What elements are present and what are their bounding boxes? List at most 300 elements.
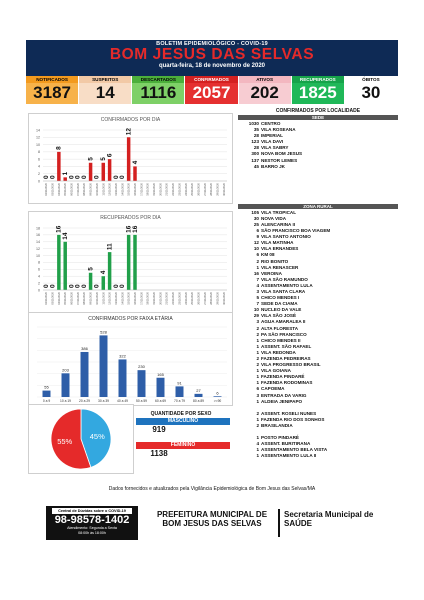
x-tick-label: 18/11/2020 — [146, 183, 150, 196]
bar — [127, 235, 130, 290]
rural-list — [238, 210, 398, 460]
y-tick-label: 6 — [38, 157, 40, 162]
x-tick-label: 07/11/2020 — [76, 183, 80, 196]
locality-name: VILA PROGRESSO BRASIL — [261, 362, 321, 368]
locality-name: BRASILANDIA — [261, 422, 293, 428]
confirmados-dia-title: CONFIRMADOS POR DIA — [100, 117, 161, 123]
locality-name: ASSENTAMENTO BELA VISTA — [261, 447, 328, 453]
locality-name: ALTA FLORESTA — [261, 325, 299, 331]
x-tick-label: 06/11/2020 — [70, 183, 74, 196]
data-label: 0 — [119, 175, 127, 179]
locality-name: VILA RENASCER — [261, 264, 299, 270]
locality-name: CAPOEMA — [261, 386, 285, 392]
stat-suspeitos — [79, 76, 131, 104]
locality-name: VILA REDONDA — [261, 349, 296, 355]
locality-count: 45 — [253, 163, 259, 169]
locality-count: 4 — [256, 441, 259, 447]
locality-count: 123 — [251, 139, 259, 145]
locality-count: 1030 — [248, 121, 259, 126]
bulletin-header — [26, 40, 398, 76]
locality-count: 25 — [253, 221, 259, 227]
x-tick-label: 09/11/2020 — [89, 183, 93, 196]
locality-count: 1 — [256, 398, 259, 404]
bar — [214, 396, 222, 397]
x-tick-label: 04/11/2020 — [57, 183, 61, 196]
stat-descartados — [132, 76, 184, 104]
data-label: 0 — [81, 175, 89, 179]
x-tick-label: 22/11/2020 — [172, 183, 176, 196]
locality-name: VILA SANTA CLARA — [261, 288, 306, 294]
x-tick-label: 16/11/2020 — [134, 292, 137, 305]
locality-count: 105 — [251, 209, 259, 215]
x-tick-label: 18/11/2020 — [146, 292, 150, 305]
locality-count: 1 — [256, 380, 259, 386]
y-tick-label: 10 — [36, 253, 40, 258]
prefeitura-line-2: BOM JESUS DAS SELVAS — [162, 519, 262, 528]
x-tick-label: 02/11/2020 — [45, 292, 49, 305]
data-label: 14 — [62, 232, 70, 240]
y-tick-label: 16 — [36, 233, 40, 238]
locality-count: 1 — [256, 343, 259, 349]
sexo-title: QUANTIDADE POR SEXO — [150, 411, 212, 417]
locality-name: ALDEIA JENIPAPO — [261, 398, 303, 404]
stat-value: 14 — [95, 83, 115, 102]
x-tick-label: >=90 — [213, 399, 222, 403]
locality-count: 9 — [256, 234, 259, 240]
locality-count: 1 — [256, 435, 259, 441]
bar — [157, 378, 165, 397]
data-label: 5 — [100, 157, 108, 161]
bar — [43, 391, 51, 397]
confirmados-dia-panel — [28, 113, 233, 204]
y-tick-label: 4 — [38, 164, 40, 169]
x-tick-label: 04/11/2020 — [57, 292, 61, 305]
x-tick-label: 15/11/2020 — [127, 183, 131, 196]
locality-name: BARRO JK — [261, 163, 285, 169]
locality-name: ASSENTAMENTO LULA — [261, 282, 313, 288]
localidade-panel — [238, 108, 398, 459]
locality-name: VILA SÃO RAMUNDO — [261, 276, 308, 282]
x-tick-label: 27/11/2020 — [203, 183, 207, 196]
stat-value: 30 — [361, 83, 381, 102]
sexo-pie-panel — [28, 404, 134, 474]
locality-name: AGUA AMARALEA II — [261, 319, 306, 325]
x-tick-label: 26/11/2020 — [197, 183, 201, 196]
locality-count: 1 — [256, 368, 259, 374]
x-tick-label: 23/11/2020 — [178, 292, 182, 305]
data-label: 0 — [42, 175, 50, 179]
locality-count: 137 — [251, 157, 259, 163]
data-label: 0 — [68, 284, 76, 288]
locality-count: 30 — [253, 215, 259, 221]
data-label: 27 — [196, 387, 201, 393]
locality-count: 1 — [256, 264, 259, 270]
locality-count: 29 — [253, 313, 259, 319]
x-tick-label: 14/11/2020 — [121, 183, 125, 196]
x-tick-label: 25/11/2020 — [191, 292, 195, 305]
locality-name: VEROINA — [261, 270, 282, 276]
central-phone: 98-98578-1402 — [54, 514, 130, 526]
data-label: 4 — [131, 160, 139, 165]
feminino-value: 1138 — [150, 449, 168, 458]
locality-name: SÃO FRANCISCO BOA VIAGEM — [261, 228, 331, 234]
stat-label: DESCARTADOS — [132, 76, 184, 83]
locality-count: 2 — [256, 258, 259, 264]
locality-count: 1 — [256, 416, 259, 422]
data-label: 0 — [49, 284, 57, 288]
stat-notificados — [26, 76, 78, 104]
x-tick-label: 16/11/2020 — [134, 183, 137, 196]
x-tick-label: 20/11/2020 — [159, 292, 163, 305]
locality-name: FAZENDA RODOMINAS — [261, 380, 313, 386]
locality-count: 1 — [256, 337, 259, 343]
locality-count: 6 — [256, 228, 259, 234]
sede-list — [238, 121, 398, 170]
locality-name: VILA ERNANDES — [261, 246, 299, 252]
faixa-etaria-chart — [29, 313, 232, 405]
locality-name: FAZENDA PINDARÉ — [261, 374, 305, 380]
bulletin-date: quarta-feira, 18 de novembro de 2020 — [158, 63, 266, 69]
bar — [195, 394, 203, 397]
x-tick-label: 05/11/2020 — [64, 183, 68, 196]
y-tick-label: 2 — [38, 172, 40, 177]
stat-óbitos — [345, 76, 397, 104]
stat-value: 1825 — [298, 83, 337, 102]
faixa-etaria-panel — [28, 312, 233, 406]
prefeitura-name — [150, 510, 274, 528]
bar — [102, 276, 105, 290]
central-box — [46, 506, 138, 540]
x-tick-label: 15/11/2020 — [127, 292, 131, 305]
sede-header: SEDE — [238, 115, 398, 120]
x-tick-label: 11/11/2020 — [102, 183, 106, 196]
y-tick-label: 4 — [38, 274, 40, 279]
secretaria-name — [284, 510, 384, 528]
locality-item — [246, 453, 398, 459]
locality-name: POSTO PINDARÉ — [261, 435, 299, 441]
footer-divider — [278, 509, 280, 537]
prefeitura-line-1: PREFEITURA MUNICIPAL DE — [156, 510, 268, 519]
data-label: 0 — [112, 175, 120, 179]
secretaria-line-1: Secretaria Municipal de — [284, 510, 374, 519]
x-tick-label: 29/11/2020 — [216, 292, 220, 305]
data-label: 165 — [157, 371, 164, 377]
localidade-title: CONFIRMADOS POR LOCALIDADE — [275, 108, 361, 114]
bar — [63, 177, 66, 181]
locality-count: 1 — [256, 349, 259, 355]
central-label: Central de Dúvidas sobre o COVID-19 — [52, 508, 132, 514]
x-tick-label: 08/11/2020 — [83, 292, 87, 305]
locality-count: 35 — [253, 127, 259, 133]
x-tick-label: 70 a 79 — [174, 399, 185, 403]
faixa-etaria-title: CONFIRMADOS POR FAIXA ETÁRIA — [88, 316, 173, 322]
bar — [108, 252, 111, 290]
y-tick-label: 18 — [36, 226, 40, 231]
x-tick-label: 05/11/2020 — [64, 292, 68, 305]
locality-count: 2 — [256, 325, 259, 331]
bar — [133, 235, 136, 290]
x-tick-label: 40 a 49 — [117, 399, 128, 403]
locality-name: NUCLEO DA VALE — [261, 307, 302, 313]
masculino-tag: MASCULINO — [136, 418, 230, 425]
x-tick-label: 03/11/2020 — [51, 292, 55, 305]
x-tick-label: 28/11/2020 — [210, 183, 214, 196]
pie-label: 45% — [89, 431, 105, 441]
locality-name: VILA MATINHA — [261, 240, 294, 246]
x-tick-label: 12/11/2020 — [108, 292, 112, 305]
locality-count: 2 — [256, 422, 259, 428]
recuperados-dia-title: RECUPERADOS POR DIA — [100, 215, 161, 221]
locality-count: 28 — [253, 145, 259, 151]
locality-count: 5 — [256, 295, 259, 301]
bulletin-title: BOM JESUS DAS SELVAS — [109, 46, 315, 63]
y-tick-label: 12 — [36, 246, 40, 251]
recuperados-dia-panel — [28, 211, 233, 313]
locality-count: 6 — [256, 386, 259, 392]
x-tick-label: 50 a 59 — [136, 399, 147, 403]
locality-name: KM 08 — [261, 252, 275, 258]
data-label: 5 — [87, 267, 95, 271]
x-tick-label: 17/11/2020 — [140, 183, 144, 196]
x-tick-label: 19/11/2020 — [153, 292, 157, 305]
x-tick-label: 60 a 69 — [155, 399, 166, 403]
locality-name: VILA SABRY — [261, 145, 289, 151]
data-label: 528 — [100, 329, 107, 335]
locality-name: ASSENT. SÃO RAFAEL — [261, 343, 312, 349]
bar — [108, 159, 111, 181]
data-label: 0 — [74, 175, 82, 179]
x-tick-label: 21/11/2020 — [165, 183, 169, 196]
data-label: 0 — [74, 284, 82, 288]
locality-count: 3 — [256, 288, 259, 294]
bar — [176, 386, 184, 397]
bar — [62, 373, 70, 397]
pie-label: 55% — [57, 437, 73, 447]
locality-count: 7 — [256, 301, 259, 307]
x-tick-label: 80 a 89 — [193, 399, 204, 403]
locality-name: FAZENDA RIO DOS SONHOS — [261, 416, 325, 422]
locality-name: NOVA VIDA — [261, 215, 287, 221]
x-tick-label: 26/11/2020 — [197, 292, 201, 305]
data-label: 6 — [216, 390, 219, 396]
x-tick-label: 06/11/2020 — [70, 292, 74, 305]
locality-count: 28 — [253, 133, 259, 139]
x-tick-label: 17/11/2020 — [140, 292, 144, 305]
y-tick-label: 0 — [38, 179, 40, 184]
locality-count: 300 — [251, 151, 259, 157]
x-tick-label: 03/11/2020 — [51, 183, 55, 196]
locality-name: VILA GOIANA — [261, 368, 291, 374]
bar — [138, 370, 146, 397]
sexo-pie-chart — [29, 405, 133, 473]
x-tick-label: 19/11/2020 — [153, 183, 157, 196]
locality-name: CENTRO — [261, 121, 281, 126]
stat-value: 1116 — [140, 83, 177, 102]
x-tick-label: 0 a 9 — [42, 399, 51, 403]
x-tick-label: 29/11/2020 — [216, 183, 220, 196]
footer-note: Dados fornecidos e atualizados pela Vigilância Epidemiológica de Bom Jesus das Selvas/MA — [108, 486, 316, 492]
stat-value: 202 — [250, 83, 279, 102]
stat-value: 2057 — [192, 83, 231, 102]
x-tick-label: 21/11/2020 — [165, 292, 169, 305]
bar — [89, 163, 92, 181]
stat-confirmados — [185, 76, 237, 104]
locality-count: 2 — [256, 331, 259, 337]
locality-name: VILA SÃO JOSÉ — [261, 313, 297, 319]
x-tick-label: 02/11/2020 — [45, 183, 49, 196]
y-tick-label: 12 — [36, 135, 40, 140]
data-label: 11 — [106, 243, 114, 251]
stat-label: ÓBITOS — [345, 76, 397, 83]
locality-count: 16 — [253, 270, 259, 276]
data-label: 0 — [42, 284, 50, 288]
x-tick-label: 23/11/2020 — [178, 183, 182, 196]
y-tick-label: 14 — [36, 240, 40, 245]
locality-name: SEDE DA CIAMA — [261, 301, 298, 307]
x-tick-label: 10 a 19 — [60, 399, 71, 403]
locality-count: 6 — [256, 252, 259, 258]
locality-count: 2 — [256, 362, 259, 368]
locality-count: 3 — [256, 319, 259, 325]
x-tick-label: 12/11/2020 — [108, 183, 112, 196]
stat-label: ATIVOS — [239, 76, 291, 83]
locality-name: RIO BONITO — [261, 258, 289, 264]
locality-count: 10 — [253, 246, 259, 252]
recuperados-dia-chart — [29, 212, 232, 312]
x-tick-label: 14/11/2020 — [121, 292, 125, 305]
x-tick-label: 20/11/2020 — [159, 183, 163, 196]
locality-name: ASSENT. ROSELI NUNES — [261, 410, 317, 416]
feminino-tag: FEMININO — [136, 442, 230, 449]
locality-count: 1 — [256, 447, 259, 453]
data-label: 8 — [55, 146, 63, 150]
locality-name: IMPERIAL — [261, 133, 283, 139]
secretaria-line-2: SAÚDE — [284, 519, 313, 528]
x-tick-label: 10/11/2020 — [95, 183, 99, 196]
data-label: 16 — [55, 225, 63, 233]
y-tick-label: 2 — [38, 281, 40, 286]
locality-count: 4 — [256, 282, 259, 288]
data-label: 12 — [125, 128, 133, 136]
data-label: 322 — [119, 353, 126, 359]
x-tick-label: 11/11/2020 — [102, 292, 106, 305]
locality-count: 12 — [253, 240, 259, 246]
x-tick-label: 24/11/2020 — [184, 292, 188, 305]
locality-count: 7 — [256, 276, 259, 282]
y-tick-label: 14 — [36, 128, 40, 133]
data-label: 0 — [49, 175, 57, 179]
data-label: 1 — [62, 171, 70, 176]
data-label: 0 — [68, 175, 76, 179]
data-label: 0 — [93, 175, 101, 179]
stat-label: SUSPEITOS — [79, 76, 131, 83]
locality-count: 3 — [256, 392, 259, 398]
locality-name: NOVA BOM JESUS — [261, 151, 303, 157]
bar — [102, 163, 105, 181]
data-label: 55 — [44, 384, 49, 390]
x-tick-label: 09/11/2020 — [89, 292, 93, 305]
locality-name: VILA ROSEANA — [261, 127, 296, 133]
locality-name: VILA SANTO ANTONIO — [261, 234, 311, 240]
x-tick-label: 10/11/2020 — [95, 292, 99, 305]
x-tick-label: 30 a 39 — [98, 399, 109, 403]
x-tick-label: 28/11/2020 — [210, 292, 214, 305]
locality-name: NESTOR LEMES — [261, 157, 298, 163]
bulletin-subtitle: BOLETIM EPIDEMIOLÓGICO - COVID-19 — [156, 41, 268, 47]
data-label: 203 — [62, 367, 69, 373]
locality-name: FAZENDA PEDREIRAS — [261, 356, 311, 361]
y-tick-label: 10 — [36, 142, 40, 147]
central-hours-1: Atendimento: Segunda a Sexta — [67, 526, 117, 530]
y-tick-label: 8 — [38, 150, 40, 155]
stat-label: CONFIRMADOS — [185, 76, 237, 83]
bar — [119, 359, 127, 397]
x-tick-label: 24/11/2020 — [184, 183, 188, 196]
data-label: 230 — [138, 364, 145, 370]
y-tick-label: 0 — [38, 288, 40, 293]
central-hours-2: 08:00h às 18:00h — [78, 530, 106, 535]
rural-header: ZONA RURAL — [238, 204, 398, 209]
data-label: 386 — [81, 345, 88, 351]
x-tick-label: 25/11/2020 — [191, 183, 195, 196]
locality-name: VILA TROPICAL — [261, 209, 297, 215]
y-tick-label: 6 — [38, 267, 40, 272]
bar — [81, 352, 89, 397]
masculino-value: 919 — [152, 425, 166, 434]
data-label: 16 — [125, 225, 133, 233]
x-tick-label: 22/11/2020 — [172, 292, 176, 305]
x-tick-label: 30/11/2020 — [222, 292, 226, 305]
stat-label: NOTIFICADOS — [26, 76, 78, 83]
stat-ativos — [239, 76, 291, 104]
data-label: 91 — [177, 380, 182, 386]
locality-count: 2 — [256, 410, 259, 416]
x-tick-label: 07/11/2020 — [76, 292, 80, 305]
data-label: 16 — [131, 225, 139, 233]
stat-value: 3187 — [33, 83, 71, 102]
x-tick-label: 27/11/2020 — [203, 292, 207, 305]
locality-name: CHICO MENDES II — [261, 337, 301, 343]
locality-count: 1 — [256, 374, 259, 380]
bar — [57, 152, 60, 181]
data-label: 0 — [119, 284, 127, 288]
x-tick-label: 13/11/2020 — [114, 292, 118, 305]
locality-name: ASSENT. BURITIRANA — [261, 441, 311, 447]
locality-name: ASSENTAMENTO LULA II — [261, 453, 317, 459]
data-label: 0 — [93, 284, 101, 288]
locality-count: 2 — [256, 356, 259, 361]
bar — [133, 166, 136, 181]
x-tick-label: 08/11/2020 — [83, 183, 87, 196]
locality-name: CHICO MENDES I — [261, 295, 300, 301]
data-label: 4 — [100, 270, 108, 275]
y-tick-label: 8 — [38, 260, 40, 265]
bar — [127, 137, 130, 181]
locality-name: ALENCARINA II — [261, 221, 296, 227]
stat-label: RECUPERADOS — [292, 76, 344, 83]
data-label: 0 — [112, 284, 120, 288]
locality-count: 10 — [253, 307, 259, 313]
locality-name: VILA DAVI — [261, 139, 284, 145]
data-label: 6 — [106, 153, 114, 158]
bar — [100, 335, 108, 397]
stat-recuperados — [292, 76, 344, 104]
bar — [63, 242, 66, 290]
data-label: 0 — [81, 284, 89, 288]
locality-name: ENTRADA DA VARIG — [261, 392, 307, 398]
confirmados-dia-chart — [29, 114, 232, 203]
data-label: 5 — [87, 157, 95, 161]
